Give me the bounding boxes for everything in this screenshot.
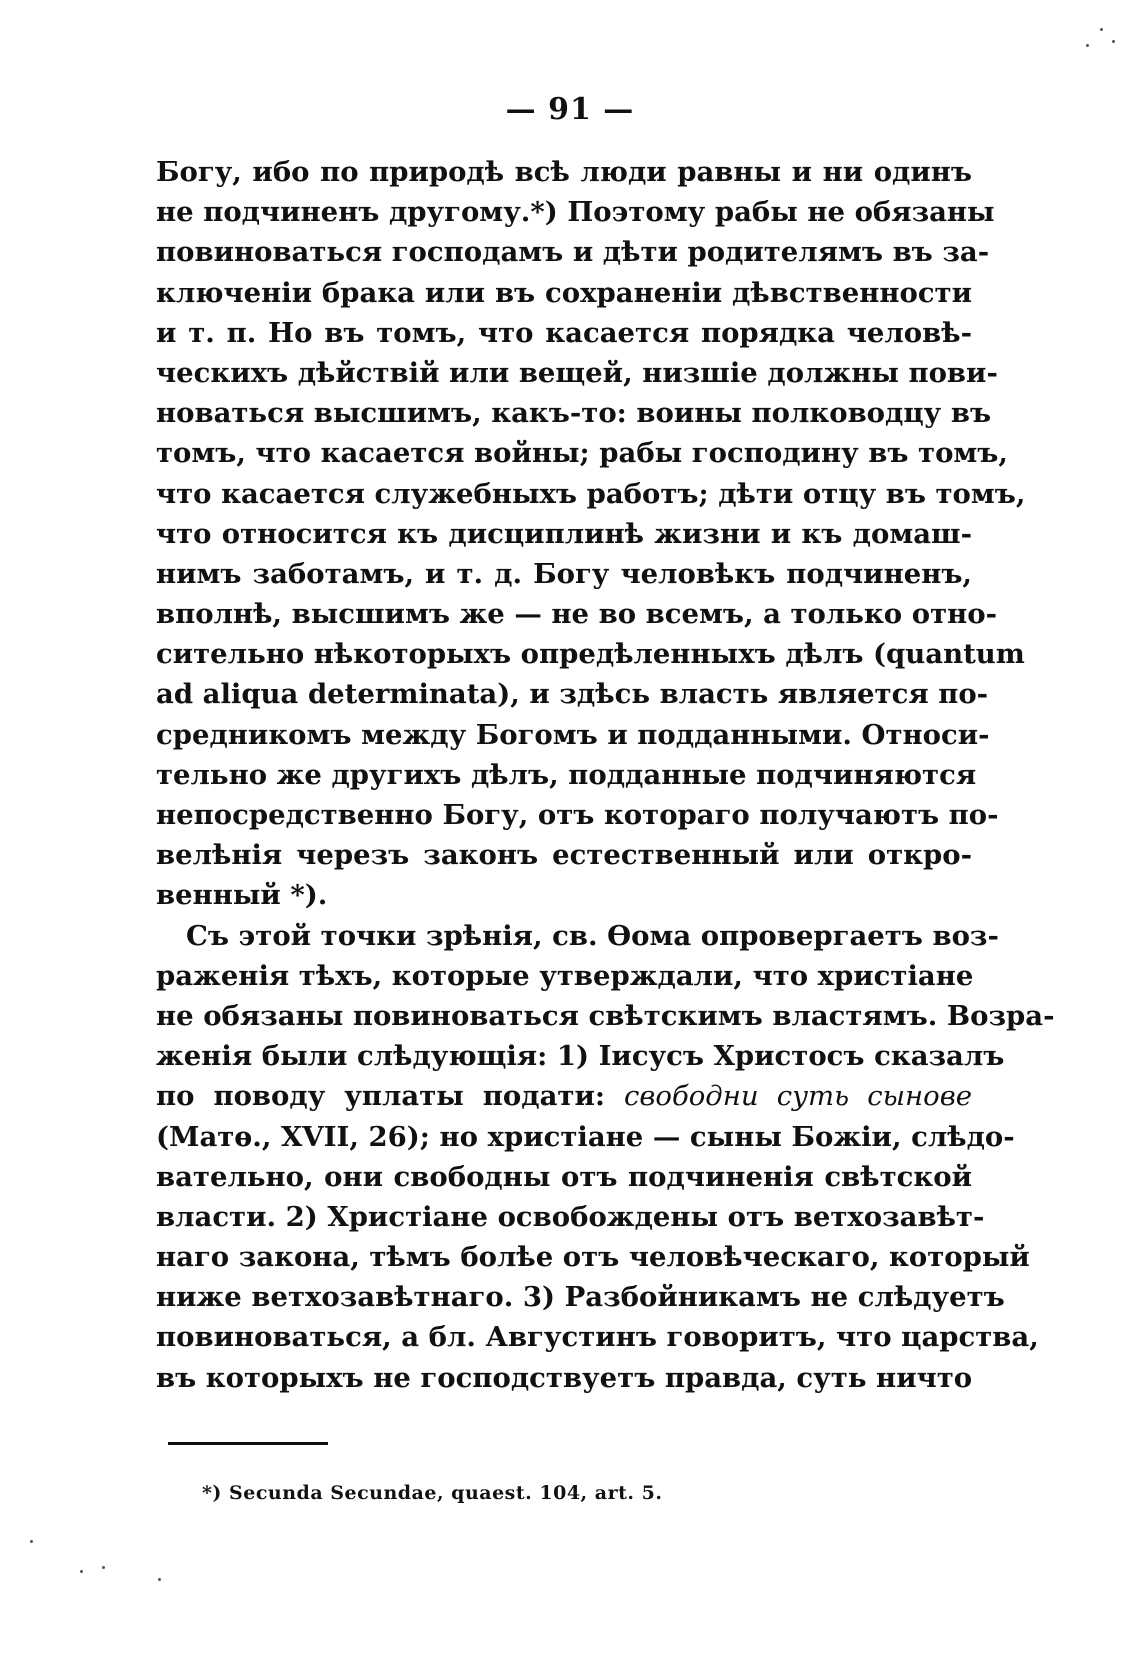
scan-speck [1100,28,1103,31]
body-text [156,152,1055,1398]
text-line-6: ческихъ дѣйствій или вещей, низшіе должны пови- [156,356,998,389]
scan-speck [80,1570,83,1573]
text-line-24-prefix: по поводу уплаты подати: [156,1080,624,1113]
text-line-17: непосредственно Богу, отъ котораго получаютъ по- [156,799,999,831]
page-number: — 91 — [505,92,635,127]
text-line-26: вательно, они свободны отъ подчиненія свѣтской [156,1160,972,1193]
text-line-16: тельно же другихъ дѣлъ, подданные подчиняются [156,758,977,791]
text-line-31: въ которыхъ не господствуетъ правда, суть ничто [156,1361,973,1394]
text-line-25: (Матѳ., XVII, 26); но христіане — сыны Божіи, слѣдо- [156,1120,1015,1153]
text-line-3: повиноваться господамъ и дѣти родителямъ въ за- [156,236,990,269]
scan-speck [1112,40,1115,43]
scan-speck [1086,44,1089,47]
text-line-12: вполнѣ, высшимъ же — не во всемъ, а только отно- [156,598,997,631]
text-line-7: новаться высшимъ, какъ-то: воины полководцу въ [156,397,992,430]
text-line-4: ключеніи брака или въ сохраненіи дѣвственности [156,276,972,309]
text-line-29: ниже ветхозавѣтнаго. 3) Разбойникамъ не слѣдуетъ [156,1281,1005,1314]
text-line-14: ad aliqua determinata), и здѣсь власть является по- [156,678,989,711]
text-line-2: не подчиненъ другому.*) Поэтому рабы не обязаны [156,196,995,229]
footnote: *) Secunda Secundae, quaest. 104, art. 5. [202,1482,663,1504]
text-line-11: нимъ заботамъ, и т. д. Богу человѣкъ подчиненъ, [156,557,972,590]
text-line-28: наго закона, тѣмъ болѣе отъ человѣческаго, который [156,1241,1030,1274]
text-line-24 [156,1076,972,1116]
scripture-quote: свободни суть сынове [624,1080,973,1113]
text-line-13: сительно нѣкоторыхъ опредѣленныхъ дѣлъ (quantum [156,638,1025,671]
text-line-5: и т. п. Но въ томъ, что касается порядка человѣ- [156,316,972,349]
scan-speck [102,1566,105,1569]
text-line-15: средникомъ между Богомъ и подданными. Относи- [156,718,990,751]
text-line-21: раженія тѣхъ, которые утверждали, что христіане [156,959,974,992]
text-line-1: Богу, ибо по природѣ всѣ люди равны и ни одинъ [156,156,972,188]
text-line-18: велѣнія черезъ законъ естественный или откро- [156,839,972,872]
text-line-9: что касается служебныхъ работъ; дѣти отцу въ томъ, [156,477,1026,510]
scan-speck [158,1578,161,1581]
text-line-19: венный *). [156,879,328,912]
text-line-23: женія были слѣдующія: 1) Іисусъ Христосъ сказалъ [156,1040,1005,1073]
scan-speck [30,1540,33,1543]
text-line-30: повиноваться, а бл. Августинъ говоритъ, что царства, [156,1321,1039,1354]
text-line-20: Съ этой точки зрѣнія, св. Ѳома опровергаетъ воз- [186,919,999,952]
text-line-27: власти. 2) Христіане освобождены отъ ветхозавѣт- [156,1200,985,1233]
footnote-divider [168,1442,328,1445]
text-line-8: томъ, что касается войны; рабы господину въ томъ, [156,437,1008,470]
text-line-22: не обязаны повиноваться свѣтскимъ властямъ. Возра- [156,999,1055,1032]
text-line-10: что относится къ дисциплинѣ жизни и къ домаш- [156,517,972,550]
